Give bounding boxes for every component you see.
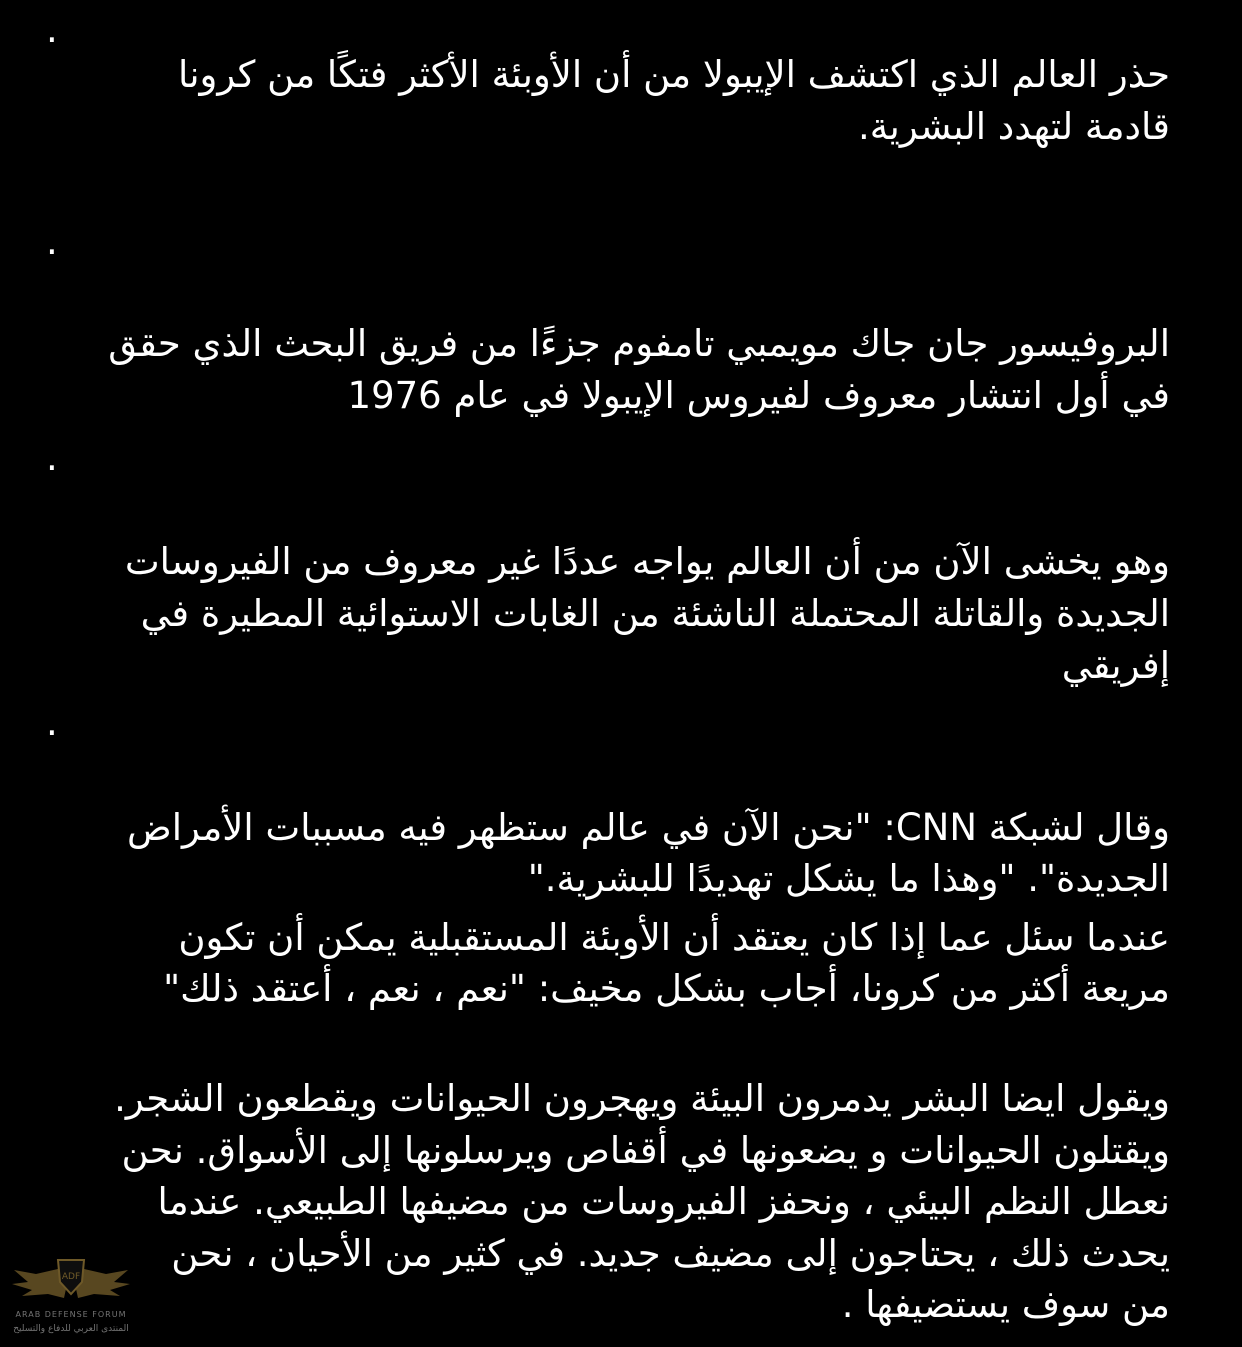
paragraph-3-line-3: إفريقي [1061,644,1170,687]
paragraph-2-line-2: في أول انتشار معروف لفيروس الإيبولا في عام 1976 [347,374,1170,417]
separator-dot: . [46,701,58,744]
paragraph-3-line-2: الجديدة والقاتلة المحتملة الناشئة من الغابات الاستوائية المطيرة في [140,592,1170,635]
separator-dot: . [46,436,58,479]
article-body [40,0,1170,1347]
paragraph-5-line-5: من سوف يستضيفها . [841,1283,1170,1326]
watermark-logo [6,1252,136,1344]
watermark-english: ARAB DEFENSE FORUM [15,1310,127,1319]
paragraph-1-line-2: قادمة لتهدد البشرية. [857,105,1170,148]
paragraph-2-line-1: البروفيسور جان جاك مويمبي تامفوم جزءًا من فريق البحث الذي حقق [108,322,1170,365]
svg-text:ADF: ADF [61,1272,81,1282]
paragraph-4-line-4: مريعة أكثر من كرونا، أجاب بشكل مخيف: "نعم ، نعم ، أعتقد ذلك" [163,967,1170,1010]
paragraph-4-line-1: وقال لشبكة CNN: "نحن الآن في عالم ستظهر فيه مسببات الأمراض [127,806,1170,849]
paragraph-1-line-1: حذر العالم الذي اكتشف الإيبولا من أن الأوبئة الأكثر فتكًا من كرونا [177,53,1170,96]
paragraph-5-line-2: ويقتلون الحيوانات و يضعونها في أقفاص ويرسلونها إلى الأسواق. نحن [121,1129,1170,1172]
paragraph-4-line-3: عندما سئل عما إذا كان يعتقد أن الأوبئة المستقبلية يمكن أن تكون [178,916,1170,959]
watermark-arabic: المنتدى العربي للدفاع والتسليح [13,1324,129,1334]
paragraph-5-line-1: ويقول ايضا البشر يدمرون البيئة ويهجرون الحيوانات ويقطعون الشجر. [114,1077,1170,1120]
paragraph-5-line-3: نعطل النظم البيئي ، ونحفز الفيروسات من مضيفها الطبيعي. عندما [157,1180,1170,1223]
paragraph-4-line-2: الجديدة". "وهذا ما يشكل تهديدًا للبشرية." [527,857,1170,900]
wings-emblem-icon [6,1252,136,1312]
paragraph-5-line-4: يحدث ذلك ، يحتاجون إلى مضيف جديد. في كثير من الأحيان ، نحن [171,1232,1170,1275]
paragraph-3-line-1: وهو يخشى الآن من أن العالم يواجه عددًا غير معروف من الفيروسات [124,540,1170,583]
separator-dot: . [46,8,58,51]
separator-dot: . [46,220,58,263]
